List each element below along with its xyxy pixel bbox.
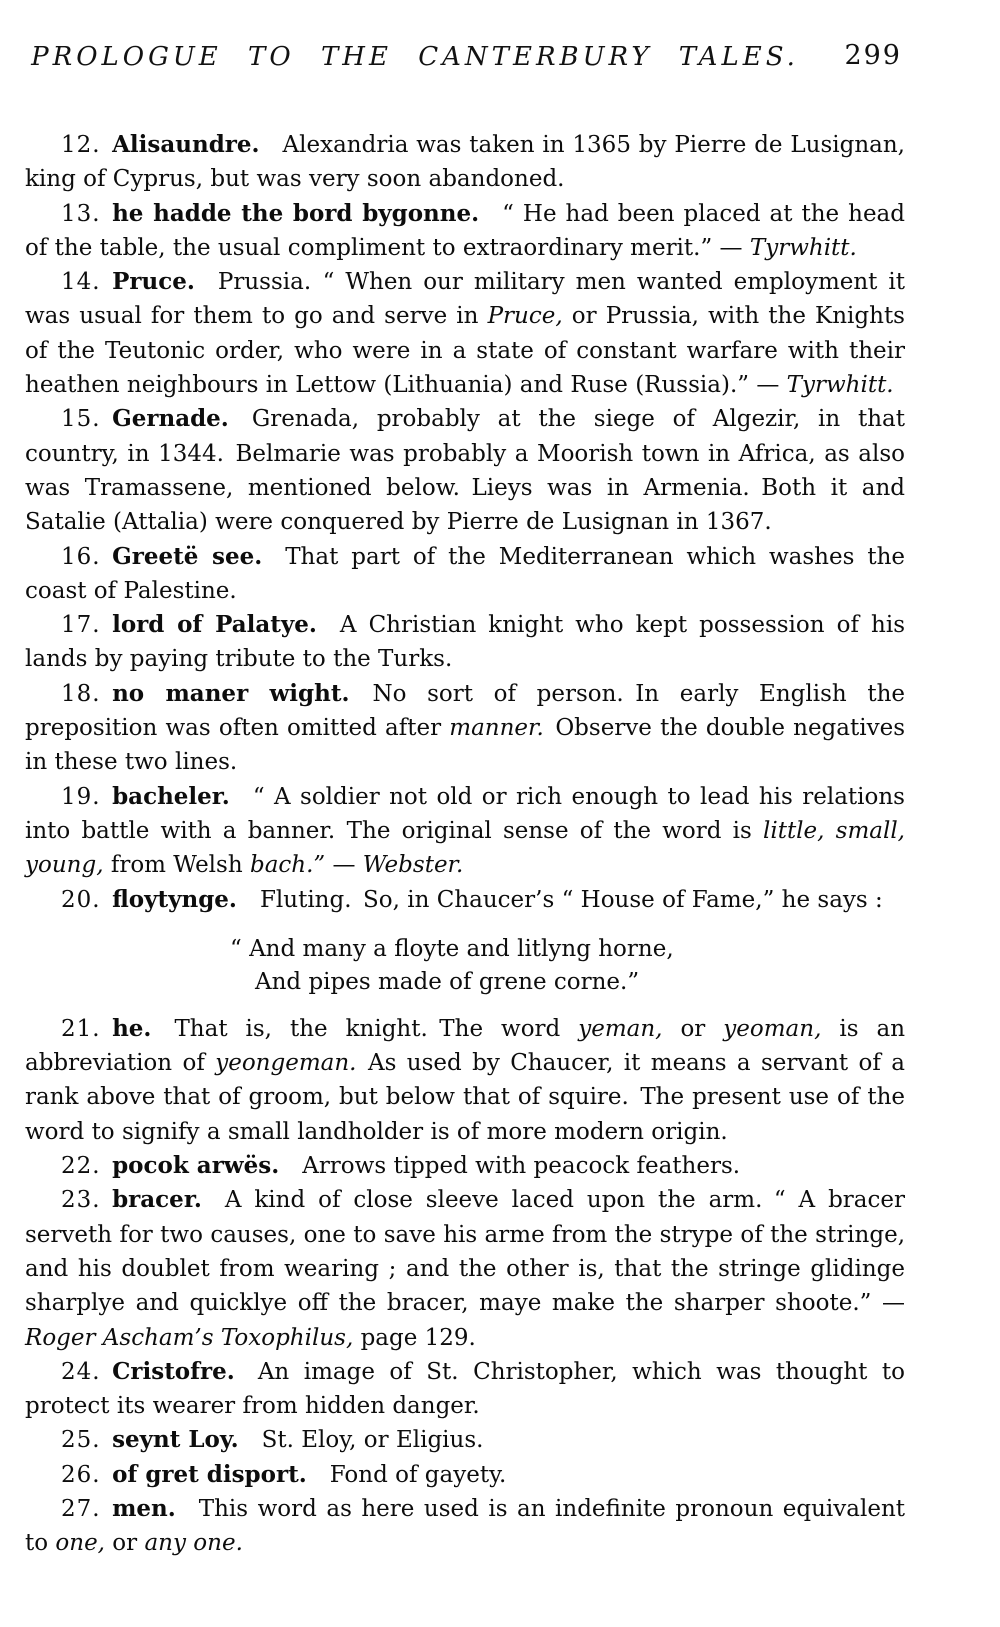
note-italic-text: Roger Ascham’s Toxophilus,	[25, 1324, 354, 1351]
note-number: 18.	[61, 680, 101, 707]
note-lemma: bacheler.	[112, 782, 230, 810]
note-number: 19.	[61, 783, 101, 810]
note-body-text: This word as here used is an indefinite pronoun equivalent to	[25, 1495, 905, 1557]
note-number: 25.	[61, 1427, 101, 1454]
note-body-text: Arrows tipped with peacock feathers.	[302, 1153, 741, 1180]
note-body-text: is an abbreviation of	[25, 1015, 906, 1077]
note-number: 26.	[61, 1461, 101, 1488]
note-body-text: or	[662, 1015, 724, 1042]
note-number: 20.	[61, 886, 101, 913]
note-body-text: That part of the Mediterranean which washes the coast of Palestine.	[25, 543, 905, 604]
note-number: 23.	[61, 1187, 101, 1214]
running-title: PROLOGUE TO THE CANTERBURY TALES.	[31, 42, 799, 72]
note-12	[25, 128, 905, 197]
note-16	[25, 540, 905, 609]
note-lemma: lord of Palatye.	[112, 611, 317, 639]
note-italic-text: Tyrwhitt.	[749, 234, 857, 261]
note-21	[25, 1012, 905, 1149]
note-lemma: of gret disport.	[112, 1460, 307, 1488]
note-15	[25, 402, 905, 539]
note-italic-text: little, small, young,	[25, 817, 905, 879]
note-lemma: men.	[112, 1494, 176, 1522]
note-lemma: he.	[112, 1014, 152, 1042]
note-17	[25, 608, 905, 677]
note-number: 17.	[61, 612, 101, 639]
note-18	[25, 677, 905, 780]
note-23	[25, 1183, 905, 1354]
note-body-text: A Christian knight who kept possession of his lands by paying tribute to the Turks.	[25, 612, 905, 673]
note-italic-text: Pruce,	[487, 303, 563, 330]
note-body-text: No sort of person. In early English the preposition was often omitted after	[25, 680, 906, 742]
note-body-text: or	[105, 1530, 145, 1557]
note-lemma: Pruce.	[112, 268, 195, 296]
verse-line: “ And many a floyte and litlyng horne,	[230, 935, 674, 962]
note-14	[25, 265, 905, 402]
note-italic-text: Webster.	[362, 852, 464, 879]
verse-line: And pipes made of grene corne.”	[255, 968, 640, 995]
note-italic-text: bach.”	[249, 852, 326, 879]
note-number: 27.	[61, 1495, 101, 1522]
note-body-text: or Prussia, with the Knights of the Teutonic order, who were in a state of constant warfare with their heathen neighbours in Lettow (Lithuania) and Ruse (Russia).” —	[25, 303, 905, 399]
note-number: 14.	[61, 269, 101, 296]
note-italic-text: yeoman,	[723, 1015, 822, 1042]
note-italic-text: yeongeman.	[215, 1050, 357, 1077]
note-body-text: Grenada, probably at the siege of Algezir, in that country, in 1344. Belmarie was probably a Moorish town in Africa, as also was Tramassene, mentioned below. Lieys was in Armenia. Both it and Satalie (Attalia) were conquered by Pierre de Lusignan in 1367.	[25, 406, 905, 536]
note-24	[25, 1355, 905, 1424]
note-body-text: from Welsh	[103, 852, 250, 879]
note-number: 22.	[61, 1153, 101, 1180]
page-header	[0, 42, 1000, 84]
verse-quote	[230, 933, 905, 999]
note-body-text: “ He had been placed at the head of the table, the usual compliment to extraordinary merit.” —	[25, 200, 905, 261]
note-22	[25, 1149, 905, 1183]
note-italic-text: manner.	[449, 715, 544, 742]
note-lemma: pocok arwës.	[112, 1152, 280, 1180]
notes-area	[25, 128, 905, 1561]
note-body-text: As used by Chaucer, it means a servant of a rank above that of groom, but below that of squire. The present use of the word to signify a small landholder is of more modern origin.	[25, 1050, 905, 1145]
note-italic-text: Tyrwhitt.	[786, 372, 894, 399]
note-lemma: no maner wight.	[112, 679, 350, 707]
note-body-text: “ A soldier not old or rich enough to lead his relations into battle with a banner. The original sense of the word is	[25, 783, 905, 844]
note-20	[25, 883, 905, 917]
note-body-text: —	[325, 852, 363, 879]
note-body-text: St. Eloy, or Eligius.	[261, 1427, 484, 1454]
note-lemma: floytynge.	[112, 885, 237, 913]
note-body-text: Alexandria was taken in 1365 by Pierre de Lusignan, king of Cyprus, but was very soon abandoned.	[25, 132, 905, 193]
note-25	[25, 1423, 905, 1457]
note-26	[25, 1458, 905, 1492]
note-lemma: bracer.	[112, 1186, 202, 1214]
note-body-text: That is, the knight. The word	[174, 1015, 579, 1042]
note-body-text: Fluting. So, in Chaucer’s “ House of Fame,” he says :	[259, 886, 883, 913]
note-13	[25, 197, 905, 266]
note-number: 15.	[61, 406, 101, 433]
note-body-text: Observe the double negatives in these two lines.	[25, 715, 905, 776]
note-number: 16.	[61, 543, 101, 570]
note-number: 21.	[61, 1015, 101, 1042]
note-body-text: Fond of gayety.	[329, 1461, 507, 1488]
note-lemma: seynt Loy.	[112, 1426, 239, 1454]
note-italic-text: any one.	[144, 1530, 243, 1557]
note-italic-text: yeman,	[578, 1015, 663, 1042]
note-body-text: A kind of close sleeve laced upon the arm. “ A bracer serveth for two causes, one to save his arme from the strype of the stringe, and his doublet from wearing ; and the other is, that the stringe glidinge sharplye and quicklye off the bracer, maye make the sharper shoote.” —	[25, 1187, 905, 1317]
note-number: 13.	[61, 200, 101, 227]
note-lemma: Cristofre.	[112, 1357, 235, 1385]
note-lemma: Alisaundre.	[112, 131, 260, 158]
note-body-text: Prussia. “ When our military men wanted employment it was usual for them to go and serve in	[25, 269, 905, 330]
note-number: 24.	[61, 1358, 101, 1385]
page-number: 299	[844, 40, 902, 71]
note-number: 12.	[61, 132, 101, 158]
note-lemma: he hadde the bord bygonne.	[112, 199, 480, 227]
note-lemma: Gernade.	[112, 405, 229, 433]
note-italic-text: one,	[55, 1530, 105, 1557]
note-body-text: page 129.	[353, 1324, 476, 1351]
note-lemma: Greetë see.	[112, 542, 263, 570]
note-27	[25, 1492, 905, 1561]
note-body-text: An image of St. Christopher, which was thought to protect its wearer from hidden danger.	[25, 1358, 905, 1420]
note-19	[25, 780, 905, 883]
